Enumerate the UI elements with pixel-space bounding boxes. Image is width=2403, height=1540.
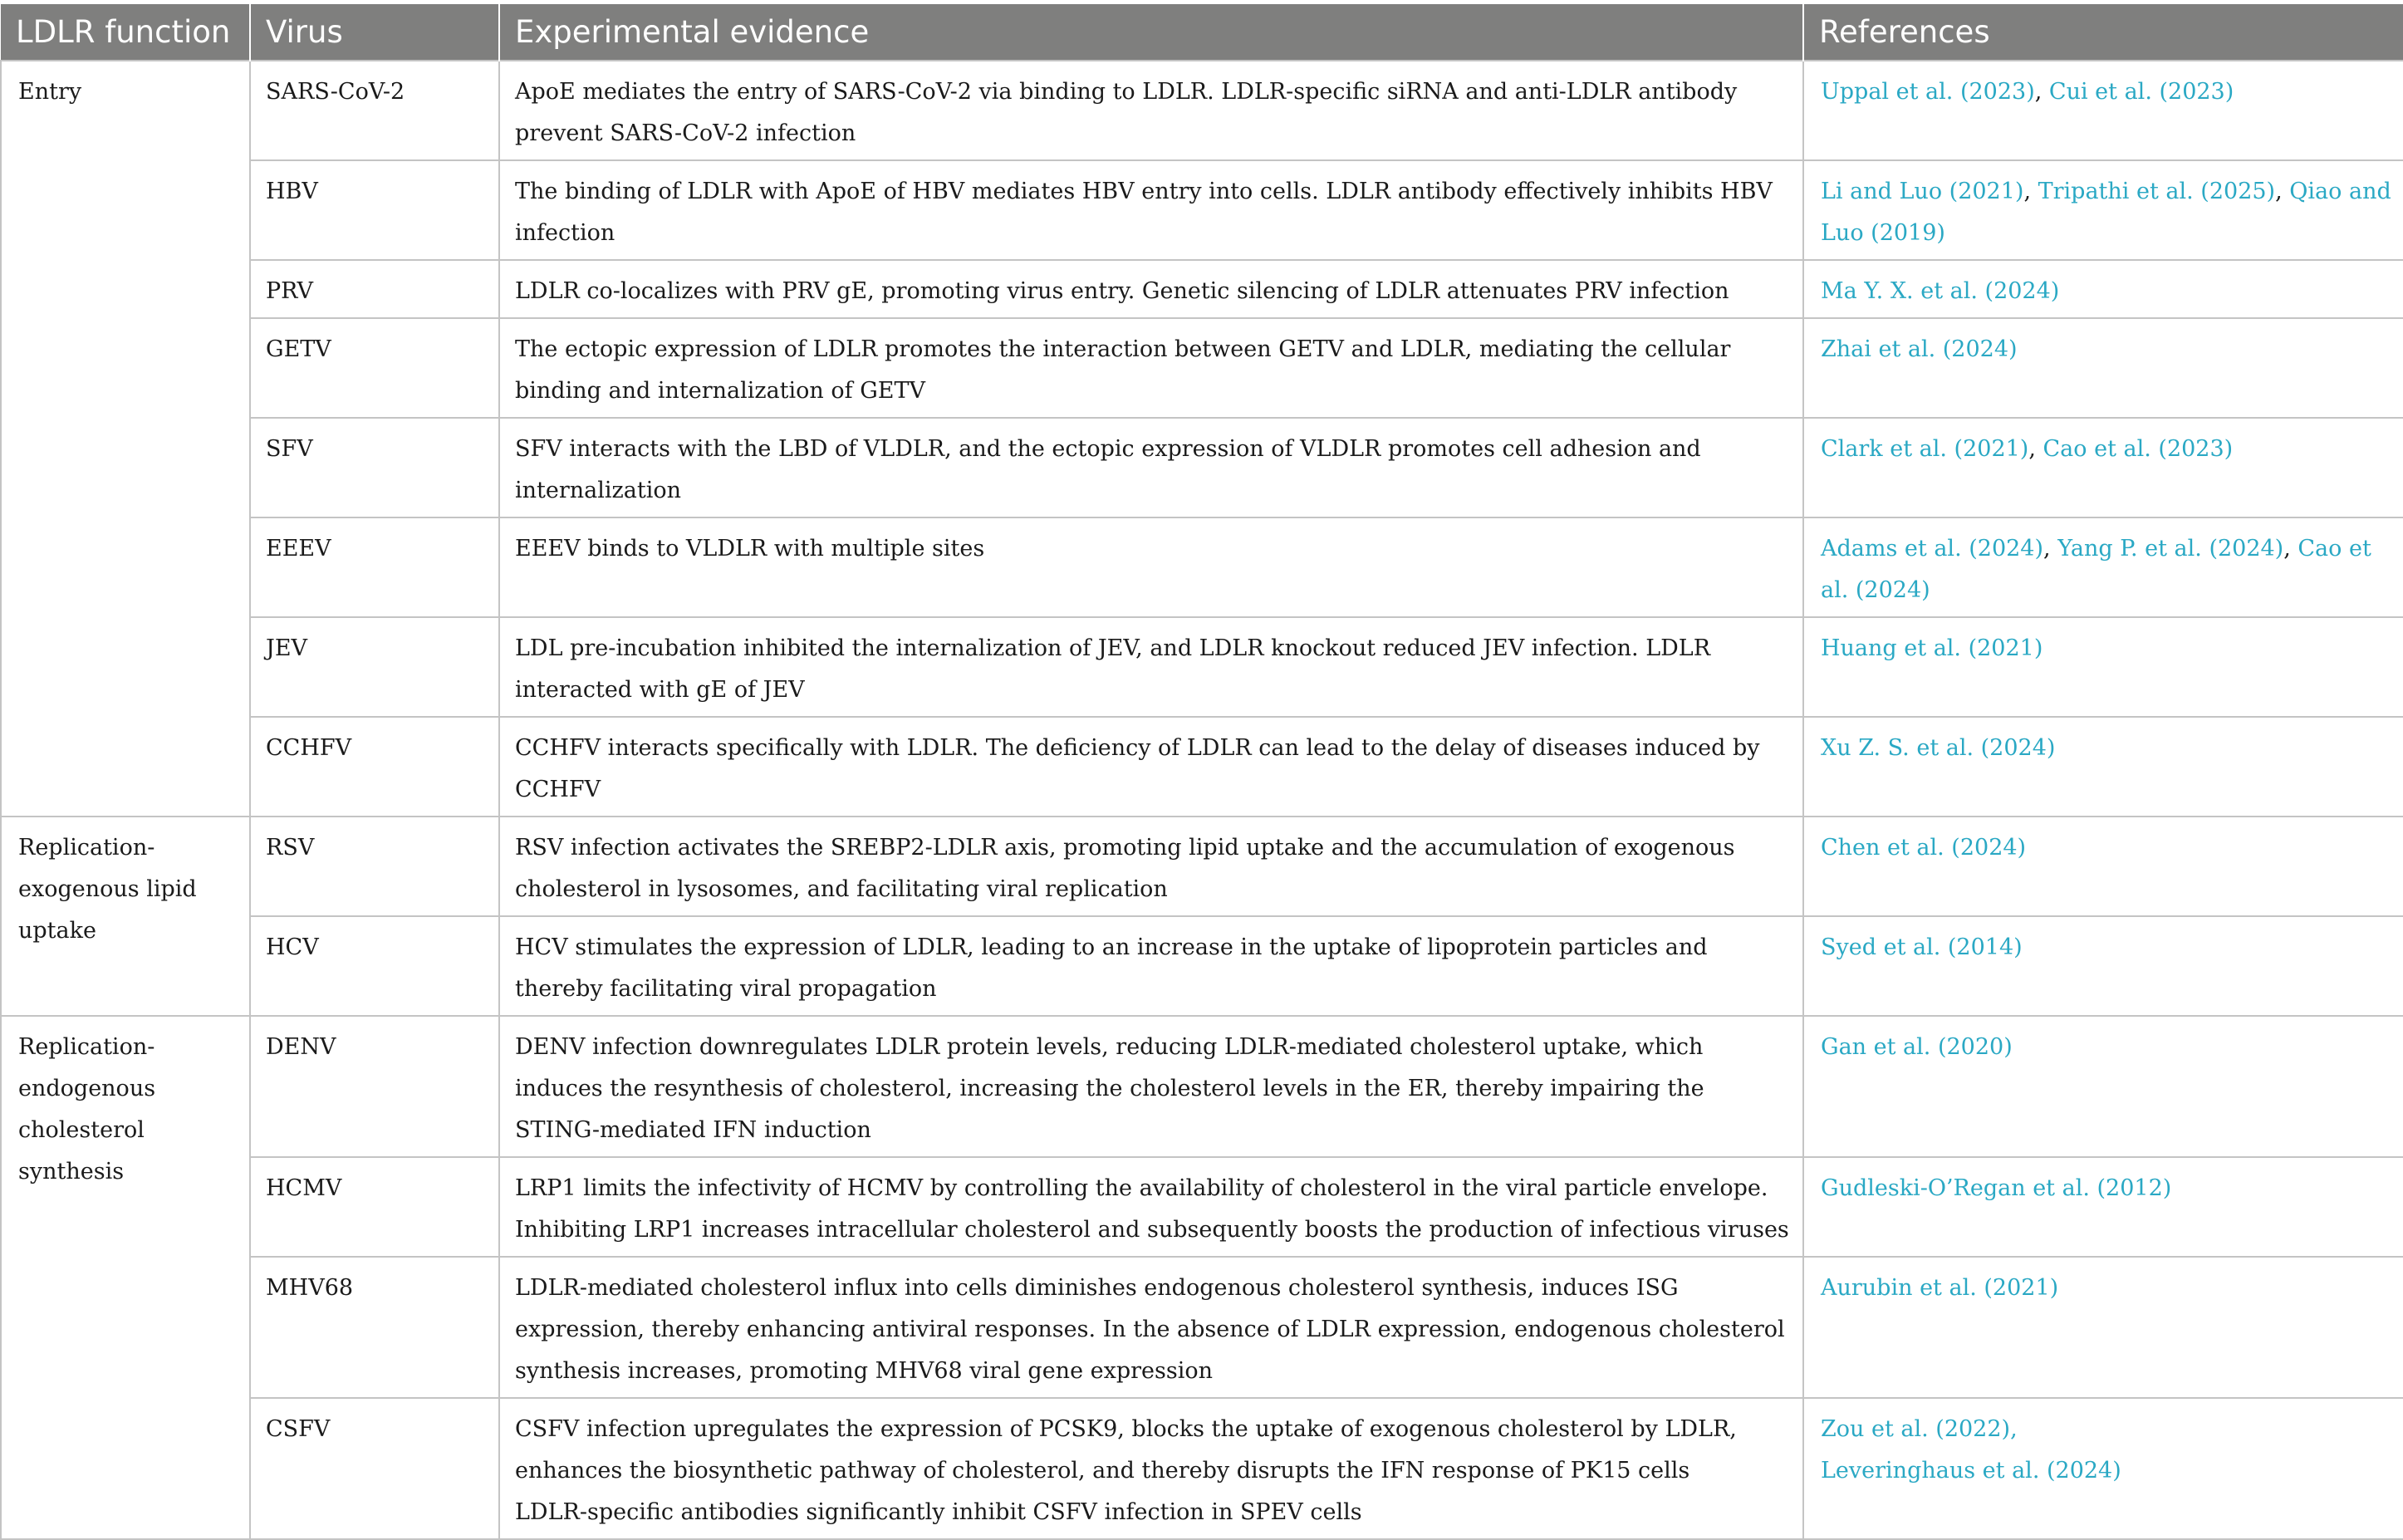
virus-cell: JEV (250, 617, 499, 717)
reference-link[interactable]: Cui et al. (2023) (2048, 79, 2234, 105)
evidence-text: LRP1 limits the infectivity of HCMV by controlling the availability of cholesterol in the viral particle envelope. Inhibiting LRP1 increases intracellular cholesterol and subsequently boosts the production of infectious viruses (515, 1175, 1789, 1243)
virus-cell: HBV (250, 160, 499, 260)
ldlr-function-cell: Entry (1, 61, 250, 817)
reference-link[interactable]: Clark et al. (2021) (1821, 436, 2029, 462)
references-cell (1803, 61, 2403, 160)
ldlr-function-cell: Replication-exogenous lipid uptake (1, 817, 250, 1016)
reference-link[interactable]: Syed et al. (2014) (1821, 934, 2023, 960)
evidence-cell (499, 617, 1803, 717)
virus-cell: PRV (250, 260, 499, 318)
references-cell (1803, 160, 2403, 260)
reference-separator: , (2275, 179, 2290, 204)
reference-link[interactable]: Ma Y. X. et al. (2024) (1821, 278, 2060, 304)
evidence-cell (499, 418, 1803, 517)
virus-cell: SFV (250, 418, 499, 517)
reference-separator: , (2043, 536, 2058, 562)
references-cell (1803, 318, 2403, 418)
reference-link[interactable]: Qiao and Luo (2019) (1821, 179, 2391, 246)
references-cell (1803, 717, 2403, 817)
evidence-cell (499, 61, 1803, 160)
evidence-cell (499, 260, 1803, 318)
table-row (1, 817, 2403, 916)
evidence-cell (499, 318, 1803, 418)
evidence-text: The ectopic expression of LDLR promotes the interaction between GETV and LDLR, mediating the cellular binding and internalization of GETV (515, 336, 1731, 404)
virus-cell: DENV (250, 1016, 499, 1157)
reference-link[interactable]: Xu Z. S. et al. (2024) (1821, 735, 2056, 761)
references-cell (1803, 1398, 2403, 1539)
virus-cell: CCHFV (250, 717, 499, 817)
reference-link[interactable]: Gan et al. (2020) (1821, 1034, 2013, 1060)
reference-link[interactable]: Tripathi et al. (2025) (2038, 179, 2276, 204)
evidence-text: LDLR-mediated cholesterol influx into cells diminishes endogenous cholesterol synthesis, induces ISG expression, thereby enhancing antiviral responses. In the absence of LDLR expression, endogenous cholesterol synthesis increases, promoting MHV68 viral gene expression (515, 1275, 1785, 1384)
table-row (1, 260, 2403, 318)
evidence-text: DENV infection downregulates LDLR protein levels, reducing LDLR-mediated cholesterol uptake, which induces the resynthesis of cholesterol, increasing the cholesterol levels in the ER, thereby impairing the STING-mediated IFN induction (515, 1034, 1704, 1143)
reference-link[interactable]: Zou et al. (2022), (1821, 1416, 2018, 1442)
evidence-text: CSFV infection upregulates the expression of PCSK9, blocks the uptake of exogenous cholesterol by LDLR, enhances the biosynthetic pathway of cholesterol, and thereby disrupts the IFN response of PK15 cells (515, 1416, 1737, 1484)
references-cell (1803, 1257, 2403, 1398)
evidence-text: ApoE mediates the entry of SARS-CoV-2 via binding to LDLR. LDLR-specific siRNA and anti-LDLR antibody prevent SARS-CoV-2 infection (515, 79, 1738, 146)
virus-cell: EEEV (250, 517, 499, 617)
table-row (1, 517, 2403, 617)
evidence-text: LDLR co-localizes with PRV gE, promoting virus entry. Genetic silencing of LDLR attenuates PRV infection (515, 278, 1729, 304)
virus-cell: MHV68 (250, 1257, 499, 1398)
virus-cell: RSV (250, 817, 499, 916)
ldlr-function-table (0, 4, 2403, 1540)
table-row (1, 418, 2403, 517)
table-row (1, 717, 2403, 817)
evidence-text: SFV interacts with the LBD of VLDLR, and the ectopic expression of VLDLR promotes cell adhesion and internalization (515, 436, 1701, 503)
evidence-text: The binding of LDLR with ApoE of HBV mediates HBV entry into cells. LDLR antibody effectively inhibits HBV infection (515, 179, 1773, 246)
evidence-text: RSV infection activates the SREBP2-LDLR axis, promoting lipid uptake and the accumulation of exogenous cholesterol in lysosomes, and facilitating viral replication (515, 835, 1735, 902)
table-row (1, 318, 2403, 418)
reference-link[interactable]: Cao et al. (2024) (1821, 536, 2371, 603)
references-cell (1803, 517, 2403, 617)
reference-link[interactable]: Gudleski-O’Regan et al. (2012) (1821, 1175, 2172, 1201)
references-cell (1803, 617, 2403, 717)
evidence-cell (499, 1398, 1803, 1539)
table-row (1, 916, 2403, 1016)
virus-cell: HCMV (250, 1157, 499, 1257)
evidence-cell (499, 717, 1803, 817)
reference-link[interactable]: Yang P. et al. (2024) (2057, 536, 2284, 562)
reference-separator: , (2023, 179, 2038, 204)
evidence-cell (499, 517, 1803, 617)
reference-link[interactable]: Adams et al. (2024) (1821, 536, 2044, 562)
evidence-text: LDL pre-incubation inhibited the internalization of JEV, and LDLR knockout reduced JEV infection. LDLR interacted with gE of JEV (515, 635, 1711, 703)
table-row (1, 1157, 2403, 1257)
evidence-text: EEEV binds to VLDLR with multiple sites (515, 536, 985, 562)
references-cell (1803, 418, 2403, 517)
virus-cell: HCV (250, 916, 499, 1016)
references-cell (1803, 817, 2403, 916)
ldlr-function-cell: Replication-endogenous cholesterol synthesis (1, 1016, 250, 1539)
reference-link[interactable]: Uppal et al. (2023) (1821, 79, 2035, 105)
reference-link[interactable]: Leveringhaus et al. (2024) (1821, 1458, 2121, 1484)
reference-separator: , (2034, 79, 2049, 105)
evidence-cell (499, 1157, 1803, 1257)
table-row (1, 61, 2403, 160)
references-cell (1803, 916, 2403, 1016)
table-header-row (1, 4, 2403, 61)
evidence-cell (499, 916, 1803, 1016)
table-row (1, 1398, 2403, 1539)
reference-separator: , (2028, 436, 2043, 462)
reference-link[interactable]: Li and Luo (2021) (1821, 179, 2024, 204)
evidence-text: LDLR-specific antibodies significantly inhibit CSFV infection in SPEV cells (515, 1499, 1362, 1525)
table-body (1, 61, 2403, 1539)
virus-cell: GETV (250, 318, 499, 418)
evidence-cell (499, 1257, 1803, 1398)
header-references: References (1803, 4, 2403, 61)
evidence-cell (499, 1016, 1803, 1157)
reference-link[interactable]: Zhai et al. (2024) (1821, 336, 2018, 362)
virus-cell: CSFV (250, 1398, 499, 1539)
evidence-text: HCV stimulates the expression of LDLR, leading to an increase in the uptake of lipoprotein particles and thereby facilitating viral propagation (515, 934, 1708, 1002)
table-row (1, 160, 2403, 260)
reference-link[interactable]: Chen et al. (2024) (1821, 835, 2027, 861)
header-virus: Virus (250, 4, 499, 61)
reference-link[interactable]: Aurubin et al. (2021) (1821, 1275, 2059, 1301)
table-row (1, 1016, 2403, 1157)
reference-link[interactable]: Huang et al. (2021) (1821, 635, 2043, 661)
reference-separator: , (2283, 536, 2298, 562)
evidence-cell (499, 160, 1803, 260)
references-cell (1803, 260, 2403, 318)
references-cell (1803, 1016, 2403, 1157)
header-experimental-evidence: Experimental evidence (499, 4, 1803, 61)
table-row (1, 617, 2403, 717)
table-row (1, 1257, 2403, 1398)
evidence-cell (499, 817, 1803, 916)
references-cell (1803, 1157, 2403, 1257)
virus-cell: SARS-CoV-2 (250, 61, 499, 160)
reference-link[interactable]: Cao et al. (2023) (2043, 436, 2234, 462)
evidence-text: CCHFV interacts specifically with LDLR. The deficiency of LDLR can lead to the delay of diseases induced by CCHFV (515, 735, 1760, 802)
header-ldlr-function: LDLR function (1, 4, 250, 61)
